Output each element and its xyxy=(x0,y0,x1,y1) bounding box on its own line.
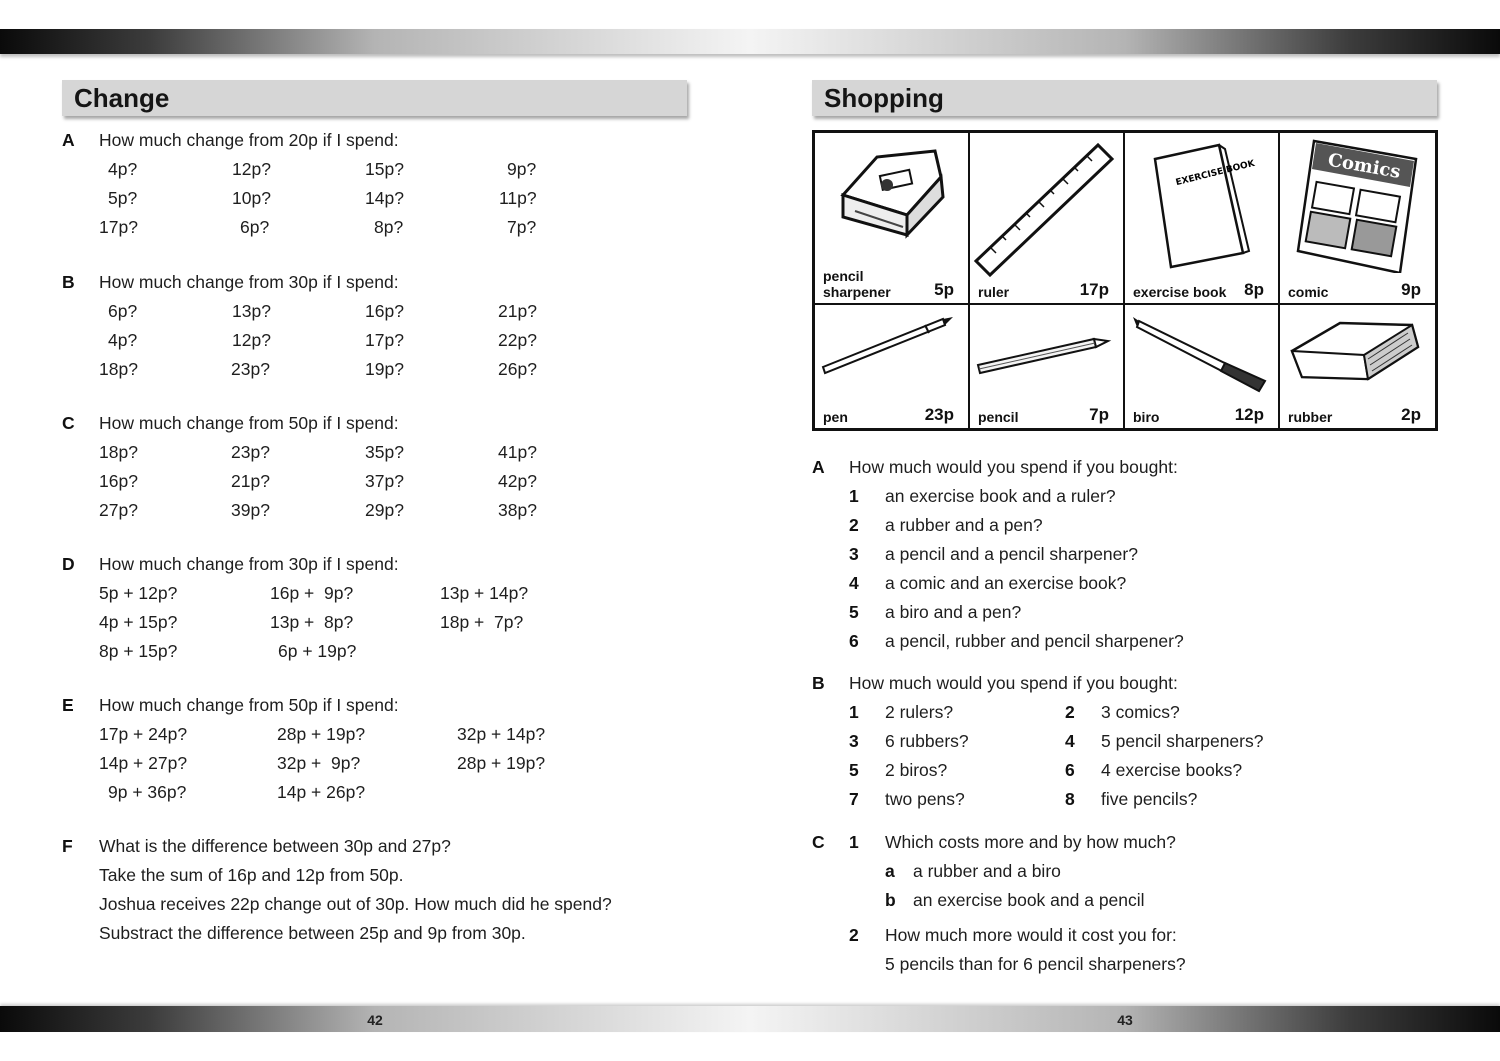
section-label: C xyxy=(812,832,825,852)
item-price: 8p xyxy=(1244,280,1264,299)
item-price: 23p xyxy=(924,405,954,424)
sum-item: 8p + 15p? xyxy=(99,641,178,661)
item-number: 7 xyxy=(849,789,859,809)
item-price: 17p xyxy=(1079,280,1109,299)
item-text: a comic and an exercise book? xyxy=(885,573,1127,593)
left-page-number: 42 xyxy=(367,1012,383,1028)
amount-item: 18p? xyxy=(99,359,138,379)
item-text: five pencils? xyxy=(1101,789,1198,809)
section-label: F xyxy=(62,836,73,856)
item-text: 5 pencil sharpeners? xyxy=(1101,731,1264,751)
price-cell xyxy=(970,305,1125,428)
exercise-book-icon xyxy=(1125,133,1279,273)
question-text: How much change from 50p if I spend: xyxy=(99,413,399,433)
amount-item: 8p? xyxy=(374,217,404,237)
section-label: E xyxy=(62,695,74,715)
page-title: Shopping xyxy=(824,82,944,113)
item-number: 5 xyxy=(849,760,859,780)
amount-item: 9p? xyxy=(507,159,537,179)
item-text: 4 exercise books? xyxy=(1101,760,1243,780)
rubber-icon xyxy=(1280,305,1434,405)
item-number: 3 xyxy=(849,544,859,564)
question-text: How much change from 20p if I spend: xyxy=(99,130,399,150)
amount-item: 27p? xyxy=(99,500,138,520)
sum-item: 32p + 14p? xyxy=(457,724,546,744)
ruler-icon xyxy=(970,133,1124,283)
price-grid xyxy=(812,130,1438,431)
change-title-bar xyxy=(62,80,687,116)
sum-item: 13p + 8p? xyxy=(270,612,354,632)
section-label: A xyxy=(62,130,75,150)
question-text: Which costs more and by how much? xyxy=(885,832,1176,852)
item-number: 4 xyxy=(849,573,859,593)
section-label: B xyxy=(812,673,825,693)
price-cell xyxy=(1125,305,1280,428)
item-text: two pens? xyxy=(885,789,965,809)
amount-item: 12p? xyxy=(232,159,271,179)
sum-item: 28p + 19p? xyxy=(457,753,546,773)
item-text: 2 rulers? xyxy=(885,702,954,722)
sum-item: 32p + 9p? xyxy=(277,753,361,773)
amount-item: 11p? xyxy=(499,188,537,208)
question-text: What is the difference between 30p and 27p? xyxy=(99,836,451,856)
question-text: How much more would it cost you for: xyxy=(885,925,1177,945)
item-text: 2 biros? xyxy=(885,760,948,780)
item-text: an exercise book and a ruler? xyxy=(885,486,1116,506)
item-name: biro xyxy=(1133,409,1160,425)
item-price: 5p xyxy=(934,280,954,299)
price-cell xyxy=(1280,305,1435,428)
item-name: pencil xyxy=(978,409,1019,425)
section-label: C xyxy=(62,413,75,433)
comic-cover-text: Comics xyxy=(1326,149,1403,183)
amount-item: 39p? xyxy=(231,500,270,520)
pencil-icon xyxy=(970,305,1124,405)
amount-item: 4p? xyxy=(108,159,138,179)
top-gradient-band xyxy=(0,29,1500,54)
sum-item: 16p + 9p? xyxy=(270,583,354,603)
amount-item: 37p? xyxy=(365,471,404,491)
sum-item: 9p + 36p? xyxy=(108,782,187,802)
amount-item: 5p? xyxy=(108,188,138,208)
shopping-title-bar xyxy=(812,80,1437,116)
amount-item: 16p? xyxy=(99,471,138,491)
item-name: comic xyxy=(1288,284,1329,300)
item-number: 8 xyxy=(1065,789,1075,809)
item-number: 2 xyxy=(849,925,859,945)
pencil-sharpener-icon xyxy=(815,133,969,253)
amount-item: 23p? xyxy=(231,442,270,462)
amount-item: 4p? xyxy=(108,330,138,350)
amount-item: 17p? xyxy=(365,330,404,350)
item-text: a rubber and a pen? xyxy=(885,515,1043,535)
sum-item: 28p + 19p? xyxy=(277,724,366,744)
item-number: 2 xyxy=(1065,702,1075,722)
question-text: How much change from 30p if I spend: xyxy=(99,554,399,574)
sum-item: 17p + 24p? xyxy=(99,724,188,744)
question-text: How much would you spend if you bought: xyxy=(849,457,1178,477)
amount-item: 6p? xyxy=(108,301,138,321)
price-cell xyxy=(815,305,970,428)
amount-item: 23p? xyxy=(231,359,270,379)
sum-item: 4p + 15p? xyxy=(99,612,178,632)
pen-icon xyxy=(815,305,969,405)
sum-item: 13p + 14p? xyxy=(440,583,529,603)
biro-icon xyxy=(1125,305,1279,405)
question-text: Take the sum of 16p and 12p from 50p. xyxy=(99,865,404,885)
item-number: 5 xyxy=(849,602,859,622)
question-text: How much change from 30p if I spend: xyxy=(99,272,399,292)
item-text: a biro and a pen? xyxy=(885,602,1022,622)
amount-item: 21p? xyxy=(498,301,537,321)
amount-item: 29p? xyxy=(365,500,404,520)
item-text: 3 comics? xyxy=(1101,702,1180,722)
question-text: How much change from 50p if I spend: xyxy=(99,695,399,715)
item-number: 3 xyxy=(849,731,859,751)
question-text: How much would you spend if you bought: xyxy=(849,673,1178,693)
question-text: Substract the difference between 25p and 9p from 30p. xyxy=(99,923,526,943)
item-price: 9p xyxy=(1401,280,1421,299)
question-text: Joshua receives 22p change out of 30p. How much did he spend? xyxy=(99,894,612,914)
amount-item: 42p? xyxy=(498,471,537,491)
price-cell xyxy=(1280,133,1435,305)
amount-item: 14p? xyxy=(365,188,404,208)
page-title: Change xyxy=(74,82,170,113)
amount-item: 7p? xyxy=(507,217,537,237)
part-text: a rubber and a biro xyxy=(913,861,1061,881)
sum-item: 6p + 19p? xyxy=(278,641,357,661)
part-text: an exercise book and a pencil xyxy=(913,890,1145,910)
item-number: 6 xyxy=(849,631,859,651)
item-text: a pencil and a pencil sharpener? xyxy=(885,544,1138,564)
part-letter: a xyxy=(885,861,895,881)
amount-item: 18p? xyxy=(99,442,138,462)
item-number: 6 xyxy=(1065,760,1075,780)
amount-item: 41p? xyxy=(498,442,537,462)
item-price: 2p xyxy=(1401,405,1421,424)
price-cell xyxy=(1125,133,1280,305)
amount-item: 35p? xyxy=(365,442,404,462)
book-cover-text: EXERCISE BOOK xyxy=(1174,158,1256,189)
bottom-gradient-band xyxy=(0,1006,1500,1032)
item-name: pencil sharpener xyxy=(823,268,891,300)
amount-item: 26p? xyxy=(498,359,537,379)
price-cell xyxy=(815,133,970,305)
part-letter: b xyxy=(885,890,896,910)
price-cell xyxy=(970,133,1125,305)
amount-item: 22p? xyxy=(498,330,537,350)
item-number: 4 xyxy=(1065,731,1075,751)
amount-item: 12p? xyxy=(232,330,271,350)
item-number: 1 xyxy=(849,486,859,506)
item-price: 7p xyxy=(1089,405,1109,424)
comic-icon xyxy=(1280,133,1434,273)
item-text: a pencil, rubber and pencil sharpener? xyxy=(885,631,1184,651)
item-number: 1 xyxy=(849,702,859,722)
right-page-number: 43 xyxy=(1117,1012,1133,1028)
sum-item: 18p + 7p? xyxy=(440,612,524,632)
sum-item: 5p + 12p? xyxy=(99,583,178,603)
amount-item: 21p? xyxy=(231,471,270,491)
section-label: D xyxy=(62,554,75,574)
sum-item: 14p + 27p? xyxy=(99,753,188,773)
amount-item: 17p? xyxy=(99,217,138,237)
item-name: exercise book xyxy=(1133,284,1227,300)
amount-item: 10p? xyxy=(232,188,271,208)
section-label: A xyxy=(812,457,825,477)
item-name: rubber xyxy=(1288,409,1333,425)
amount-item: 16p? xyxy=(365,301,404,321)
amount-item: 6p? xyxy=(240,217,270,237)
amount-item: 38p? xyxy=(498,500,537,520)
section-label: B xyxy=(62,272,75,292)
item-price: 12p xyxy=(1234,405,1264,424)
item-name: ruler xyxy=(978,284,1010,300)
item-number: 2 xyxy=(849,515,859,535)
amount-item: 15p? xyxy=(365,159,404,179)
question-text: 5 pencils than for 6 pencil sharpeners? xyxy=(885,954,1186,974)
amount-item: 19p? xyxy=(365,359,404,379)
sum-item: 14p + 26p? xyxy=(277,782,366,802)
item-text: 6 rubbers? xyxy=(885,731,969,751)
item-number: 1 xyxy=(849,832,859,852)
item-name: pen xyxy=(823,409,848,425)
amount-item: 13p? xyxy=(232,301,271,321)
